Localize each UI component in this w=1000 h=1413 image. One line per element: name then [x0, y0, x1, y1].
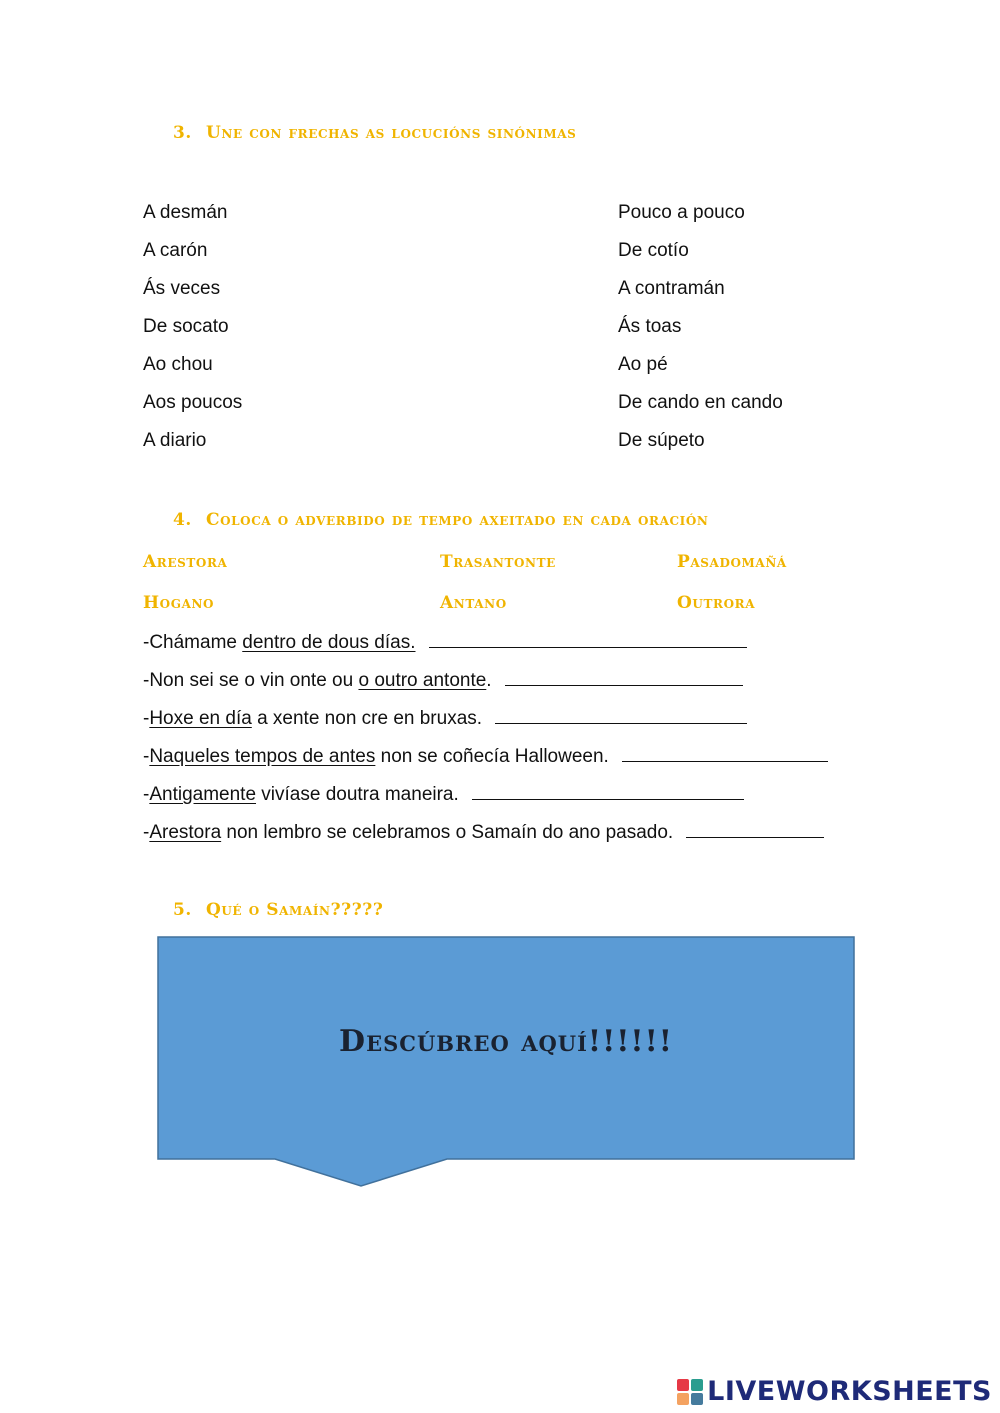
section-4-heading: [173, 510, 708, 530]
sentence-underlined: Naqueles tempos de antes: [149, 746, 376, 767]
answer-blank[interactable]: [472, 782, 744, 800]
callout-label: Descúbreo aquí!!!!!!: [339, 1024, 673, 1059]
sentence-row: [143, 706, 747, 730]
sentence-text: vivíase doutra maneira.: [256, 784, 465, 805]
discover-callout[interactable]: [157, 936, 857, 1197]
right-item[interactable]: Ás toas: [618, 316, 682, 337]
section-3-heading: [173, 123, 576, 143]
right-item[interactable]: De cando en cando: [618, 392, 783, 413]
sentence-underlined: dentro de dous días.: [242, 632, 416, 653]
right-item[interactable]: De cotío: [618, 240, 689, 261]
sentence-text: non se coñecía Halloween.: [375, 746, 615, 767]
sentence-text: -Chámame: [143, 632, 243, 653]
sentence-row: [143, 744, 828, 768]
section-4-number: 4.: [173, 510, 192, 530]
sentence-text: a xente non cre en bruxas.: [251, 708, 488, 729]
answer-blank[interactable]: [622, 744, 828, 762]
answer-blank[interactable]: [505, 668, 743, 686]
section-3-title: Une con frechas as locucións sinónimas: [205, 123, 577, 143]
adverb-option: Pasadomañá: [677, 552, 787, 572]
sentence-text: -: [143, 784, 150, 805]
adverb-option: Outrora: [677, 593, 756, 613]
right-item[interactable]: De súpeto: [618, 430, 705, 451]
sentence-text: -: [143, 708, 150, 729]
left-item[interactable]: Ao chou: [143, 354, 213, 375]
section-5-title: Qué o Samaín?????: [205, 900, 384, 920]
section-5-number: 5.: [173, 900, 192, 920]
left-item[interactable]: A diario: [143, 430, 207, 451]
right-item[interactable]: Pouco a pouco: [618, 202, 745, 223]
left-item[interactable]: Aos poucos: [143, 392, 243, 413]
answer-blank[interactable]: [495, 706, 747, 724]
sentence-underlined: o outro antonte: [358, 670, 487, 691]
left-item[interactable]: Ás veces: [143, 278, 221, 299]
adverb-option: Arestora: [143, 552, 228, 572]
sentence-text: non lembro se celebramos o Samaín do ano pasado.: [221, 822, 679, 843]
logo-grid-icon: [677, 1379, 703, 1405]
right-item[interactable]: Ao pé: [618, 354, 668, 375]
adverb-option: Antano: [440, 593, 507, 613]
right-item[interactable]: A contramán: [618, 278, 725, 299]
sentence-underlined: Hoxe en día: [149, 708, 252, 729]
section-4-title: Coloca o adverbido de tempo axeitado en cada oración: [205, 510, 709, 530]
sentence-text: [416, 632, 421, 653]
left-item[interactable]: De socato: [143, 316, 229, 337]
sentence-text: .: [486, 670, 497, 691]
sentence-text: -: [143, 746, 150, 767]
callout-shape: [157, 936, 857, 1192]
answer-blank[interactable]: [686, 820, 824, 838]
sentence-underlined: Arestora: [149, 822, 222, 843]
sentence-row: [143, 782, 744, 806]
section-5-heading: [173, 900, 383, 920]
sentence-text: -Non sei se o vin onte ou: [143, 670, 359, 691]
liveworksheets-logo: [677, 1376, 992, 1407]
logo-text: LIVEWORKSHEETS: [707, 1376, 992, 1407]
sentence-row: [143, 630, 747, 654]
answer-blank[interactable]: [429, 630, 747, 648]
left-item[interactable]: A desmán: [143, 202, 228, 223]
sentence-underlined: Antigamente: [149, 784, 257, 805]
adverb-option: Trasantonte: [440, 552, 556, 572]
sentence-row: [143, 668, 743, 692]
section-3-number: 3.: [173, 123, 192, 143]
left-item[interactable]: A carón: [143, 240, 208, 261]
adverb-option: Hogano: [143, 593, 215, 613]
sentence-row: [143, 820, 824, 844]
sentence-text: -: [143, 822, 150, 843]
